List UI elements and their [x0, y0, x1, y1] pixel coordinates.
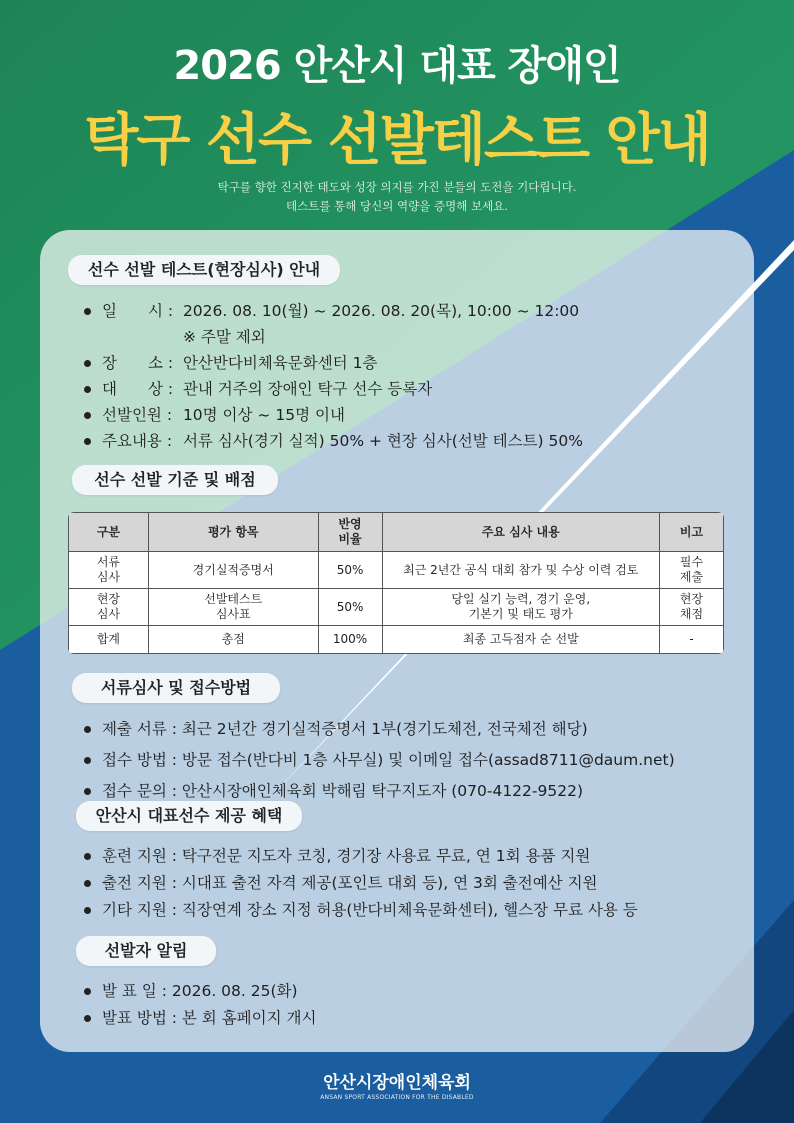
table-cell: 100%	[318, 626, 382, 654]
section4-heading: 안산시 대표선수 제공 혜택	[76, 801, 302, 831]
table-row	[69, 589, 724, 626]
table-cell: 50%	[318, 589, 382, 626]
item-value: 방문 접수(반다비 1층 사무실) 및 이메일 접수(assad8711@daum.net)	[181, 751, 675, 769]
list-item	[84, 324, 583, 350]
item-value: 탁구전문 지도자 코칭, 경기장 사용료 무료, 연 1회 용품 지원	[181, 847, 591, 865]
table-header-cell: 평가 항목	[148, 513, 318, 552]
content-panel	[40, 230, 754, 1052]
item-value: 안산시장애인체육회 박해림 탁구지도자 (070-4122-9522)	[181, 782, 583, 800]
title-line-2: 탁구 선수 선발테스트 안내	[84, 108, 710, 173]
item-label: 발 표 일 :	[102, 982, 167, 1000]
organization-english-name: ANSAN SPORT ASSOCIATION FOR THE DISABLED	[320, 1094, 474, 1101]
item-label: 접수 방법 :	[102, 751, 177, 769]
item-label: 주요내용 :	[102, 432, 173, 450]
section2-heading: 선수 선발 기준 및 배점	[72, 465, 278, 495]
section3-heading: 서류심사 및 접수방법	[72, 673, 280, 703]
item-value: 관내 거주의 장애인 탁구 선수 등록자	[182, 380, 433, 398]
table-cell: 50%	[318, 552, 382, 589]
section1-list	[84, 298, 583, 454]
bullet-icon	[84, 988, 91, 995]
bullet-icon	[84, 788, 91, 795]
bullet-icon	[84, 412, 91, 419]
item-label: 대 상 :	[102, 380, 174, 398]
item-label: 출전 지원 :	[102, 874, 177, 892]
item-label: 장 소 :	[102, 354, 174, 372]
bullet-icon	[84, 853, 91, 860]
section3-list	[84, 714, 675, 807]
table-row	[69, 626, 724, 654]
list-item	[84, 298, 583, 324]
list-item	[84, 350, 583, 376]
item-value: 시대표 출전 자격 제공(포인트 대회 등), 연 3회 출전예산 지원	[181, 874, 598, 892]
item-label: 발표 방법 :	[102, 1009, 177, 1027]
table-header-row	[69, 513, 724, 552]
bullet-icon	[84, 1015, 91, 1022]
item-label: 선발인원 :	[102, 406, 173, 424]
table-cell: 당일 실기 능력, 경기 운영, 기본기 및 태도 평가	[382, 589, 660, 626]
list-item	[84, 978, 316, 1005]
subtitle-line-2: 테스트를 통해 당신의 역량을 증명해 보세요.	[286, 199, 508, 213]
item-label: 일 시 :	[102, 302, 174, 320]
table-row	[69, 552, 724, 589]
list-item	[84, 745, 675, 776]
selection-criteria-table	[68, 512, 724, 654]
item-label: 제출 서류 :	[102, 720, 177, 738]
table-cell: 최종 고득점자 순 선발	[382, 626, 660, 654]
table-cell: 현장 심사	[69, 589, 149, 626]
table-header-cell: 구분	[69, 513, 149, 552]
table-cell: 경기실적증명서	[148, 552, 318, 589]
list-item	[84, 1005, 316, 1032]
item-label: 훈련 지원 :	[102, 847, 177, 865]
list-item	[84, 402, 583, 428]
item-value: 직장연계 장소 지정 허용(반다비체육문화센터), 헬스장 무료 사용 등	[181, 901, 638, 919]
table-cell: -	[660, 626, 724, 654]
table-cell: 선발테스트 심사표	[148, 589, 318, 626]
section4-list	[84, 843, 638, 924]
table-header-cell: 주요 심사 내용	[382, 513, 660, 552]
item-label: 접수 문의 :	[102, 782, 177, 800]
bullet-icon	[84, 907, 91, 914]
bullet-icon	[84, 757, 91, 764]
bullet-icon	[84, 308, 91, 315]
section5-heading: 선발자 알림	[76, 936, 216, 966]
subtitle-line-1: 탁구를 향한 진지한 태도와 성장 의지를 가진 분들의 도전을 기다립니다.	[217, 180, 577, 194]
list-item	[84, 714, 675, 745]
item-value: 2026. 08. 25(화)	[171, 982, 298, 1000]
item-value: 10명 이상 ~ 15명 이내	[182, 406, 345, 424]
item-value: 2026. 08. 10(월) ~ 2026. 08. 20(목), 10:00 ~ 12:00	[182, 302, 580, 320]
list-item	[84, 870, 638, 897]
organization-logo-text: 안산시장애인체육회	[323, 1073, 471, 1093]
list-item	[84, 376, 583, 402]
table-cell: 총점	[148, 626, 318, 654]
bullet-icon	[84, 880, 91, 887]
item-value: ※ 주말 제외	[182, 328, 266, 346]
table-header-cell: 반영 비율	[318, 513, 382, 552]
bullet-icon	[84, 386, 91, 393]
item-label: 기타 지원 :	[102, 901, 177, 919]
table-cell: 필수 제출	[660, 552, 724, 589]
title-line-1: 2026 안산시 대표 장애인	[173, 43, 621, 89]
subtitle	[0, 178, 794, 216]
bullet-icon	[84, 726, 91, 733]
item-value: 본 회 홈페이지 개시	[181, 1009, 317, 1027]
list-item	[84, 897, 638, 924]
table-cell: 합계	[69, 626, 149, 654]
item-value: 최근 2년간 경기실적증명서 1부(경기도체전, 전국체전 해당)	[181, 720, 588, 738]
item-value: 서류 심사(경기 실적) 50% + 현장 심사(선발 테스트) 50%	[182, 432, 583, 450]
section5-list	[84, 978, 316, 1032]
section1-heading: 선수 선발 테스트(현장심사) 안내	[68, 255, 340, 285]
bullet-icon	[84, 360, 91, 367]
table-cell: 서류 심사	[69, 552, 149, 589]
table-cell: 현장 채점	[660, 589, 724, 626]
list-item	[84, 428, 583, 454]
bullet-icon	[84, 438, 91, 445]
table-header-cell: 비고	[660, 513, 724, 552]
list-item	[84, 843, 638, 870]
table-cell: 최근 2년간 공식 대회 참가 및 수상 이력 검토	[382, 552, 660, 589]
item-value: 안산반다비체육문화센터 1층	[182, 354, 378, 372]
